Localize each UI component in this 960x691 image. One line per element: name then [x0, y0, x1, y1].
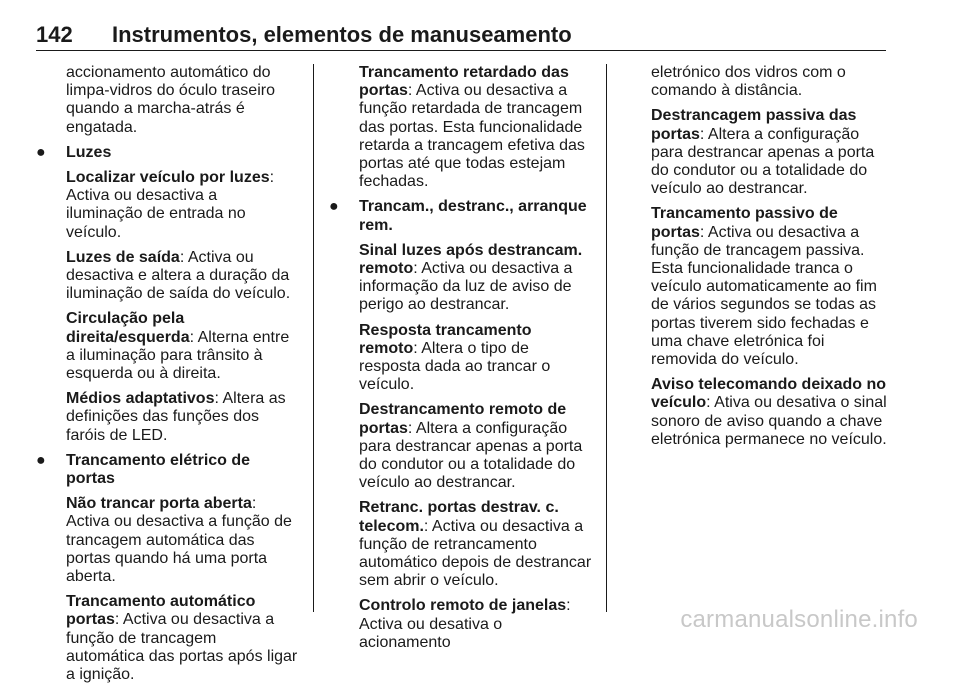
page-title: Instrumentos, elementos de manuseamento: [112, 22, 572, 47]
setting-description: [359, 64, 592, 191]
setting-term: Localizar veículo por luzes: [66, 169, 270, 187]
paragraph: eletrónico dos vidros com o comando à distância.: [651, 64, 846, 100]
setting-description: [66, 593, 298, 684]
bullet-heading-remote: [329, 198, 592, 234]
setting-text: : Altera as definições das funções dos faróis de LED.: [66, 390, 286, 444]
setting-term: Trancamento retardado das portas: [359, 64, 569, 100]
setting-text: : Activa ou desactiva a informação da luz de aviso de perigo ao destrancar.: [359, 260, 573, 314]
setting-description: [66, 169, 298, 242]
setting-term: Controlo remoto de janelas: [359, 597, 567, 615]
setting-description: [359, 322, 592, 395]
setting-term: Retranc. portas destrav. c. telecom.: [359, 499, 559, 535]
setting-term: Não trancar porta aberta: [66, 495, 252, 513]
setting-description: [66, 249, 298, 304]
setting-text: : Activa ou desactiva a função de trancagem passiva. Esta funcionalidade tranca o veículo automaticamente ao fim de vários segundos se todas as portas tiverem sido fechadas e uma chave eletrónica foi removida do veículo.: [651, 223, 877, 369]
setting-description: [66, 495, 298, 586]
bullet-icon: ●: [329, 198, 339, 216]
text-column-3: [621, 64, 891, 456]
bullet-heading-label: Trancamento elétrico de portas: [66, 451, 251, 488]
setting-term: Trancamento automático portas: [66, 593, 256, 629]
setting-term: Aviso telecomando deixado no veículo: [651, 376, 887, 412]
setting-term: Circulação pela direita/esquerda: [66, 310, 190, 346]
setting-text: : Activa ou desactiva a função de trancagem automática das portas após ligar a ignição.: [66, 611, 298, 684]
setting-term: Trancamento passivo de portas: [651, 205, 838, 241]
setting-text: : Ativa ou desativa o sinal sonoro de aviso quando a chave eletrónica permanece no veículo.: [651, 394, 887, 448]
bullet-heading-trancamento: [36, 451, 298, 488]
setting-description: [651, 205, 891, 369]
setting-description: [359, 242, 592, 315]
setting-description: [66, 390, 298, 445]
setting-text: : Alterna entre a iluminação para trânsito à esquerda ou à direita.: [66, 328, 290, 383]
bullet-heading-luzes: [36, 143, 298, 162]
page-number: 142: [36, 22, 73, 47]
setting-term: Destrancagem passiva das portas: [651, 107, 857, 143]
text-column-2: [329, 64, 592, 659]
setting-term: Resposta trancamento remoto: [359, 321, 532, 357]
setting-description: [359, 401, 592, 492]
setting-text: : Activa ou desativa o acionamento: [359, 597, 571, 651]
setting-text: : Altera a configuração para destrancar apenas a porta do condutor ou a totalidade do veículo ao destrancar.: [359, 419, 583, 492]
setting-term: Médios adaptativos: [66, 390, 215, 408]
setting-text: : Activa ou desactiva e altera a duração da iluminação de saída do veículo.: [66, 248, 291, 303]
text-column-1: [36, 64, 298, 691]
page-header: [36, 24, 886, 51]
setting-term: Luzes de saída: [66, 248, 180, 266]
setting-text: : Activa ou desactiva a função de retrancamento automático depois de destrancar sem abrir o veículo.: [359, 517, 592, 590]
setting-text: : Altera o tipo de resposta dada ao trancar o veículo.: [359, 339, 551, 394]
setting-description: [651, 107, 891, 198]
setting-term: Sinal luzes após destrancam. remoto: [359, 241, 583, 278]
setting-text: : Altera a configuração para destrancar apenas a porta do condutor ou a totalidade do veículo ao destrancar.: [651, 125, 875, 198]
bullet-icon: ●: [36, 451, 46, 469]
column-divider-right: [606, 64, 607, 612]
watermark: carmanualsonline.info: [680, 606, 918, 633]
bullet-heading-label: Trancam., destranc., arranque rem.: [359, 198, 587, 234]
bullet-heading-label: Luzes: [66, 143, 112, 161]
setting-text: : Activa ou desactiva a função retardada de trancagem das portas. Esta funcionalidade retarda a trancagem efetiva das portas até que todas estejam fechadas.: [359, 82, 585, 191]
setting-description: [651, 376, 891, 449]
setting-description: [359, 499, 592, 590]
setting-description: [359, 597, 592, 652]
setting-text: : Activa ou desactiva a função de trancagem automática das portas quando há uma porta aberta.: [66, 495, 292, 586]
setting-text: : Activa ou desactiva a iluminação de entrada no veículo.: [66, 169, 275, 241]
bullet-icon: ●: [36, 143, 46, 161]
setting-description: [66, 310, 298, 383]
setting-term: Destrancamento remoto de portas: [359, 401, 567, 437]
paragraph: accionamento automático do limpa-vidros do óculo traseiro quando a marcha-atrás é engatada.: [66, 64, 275, 136]
column-divider-left: [313, 64, 314, 612]
